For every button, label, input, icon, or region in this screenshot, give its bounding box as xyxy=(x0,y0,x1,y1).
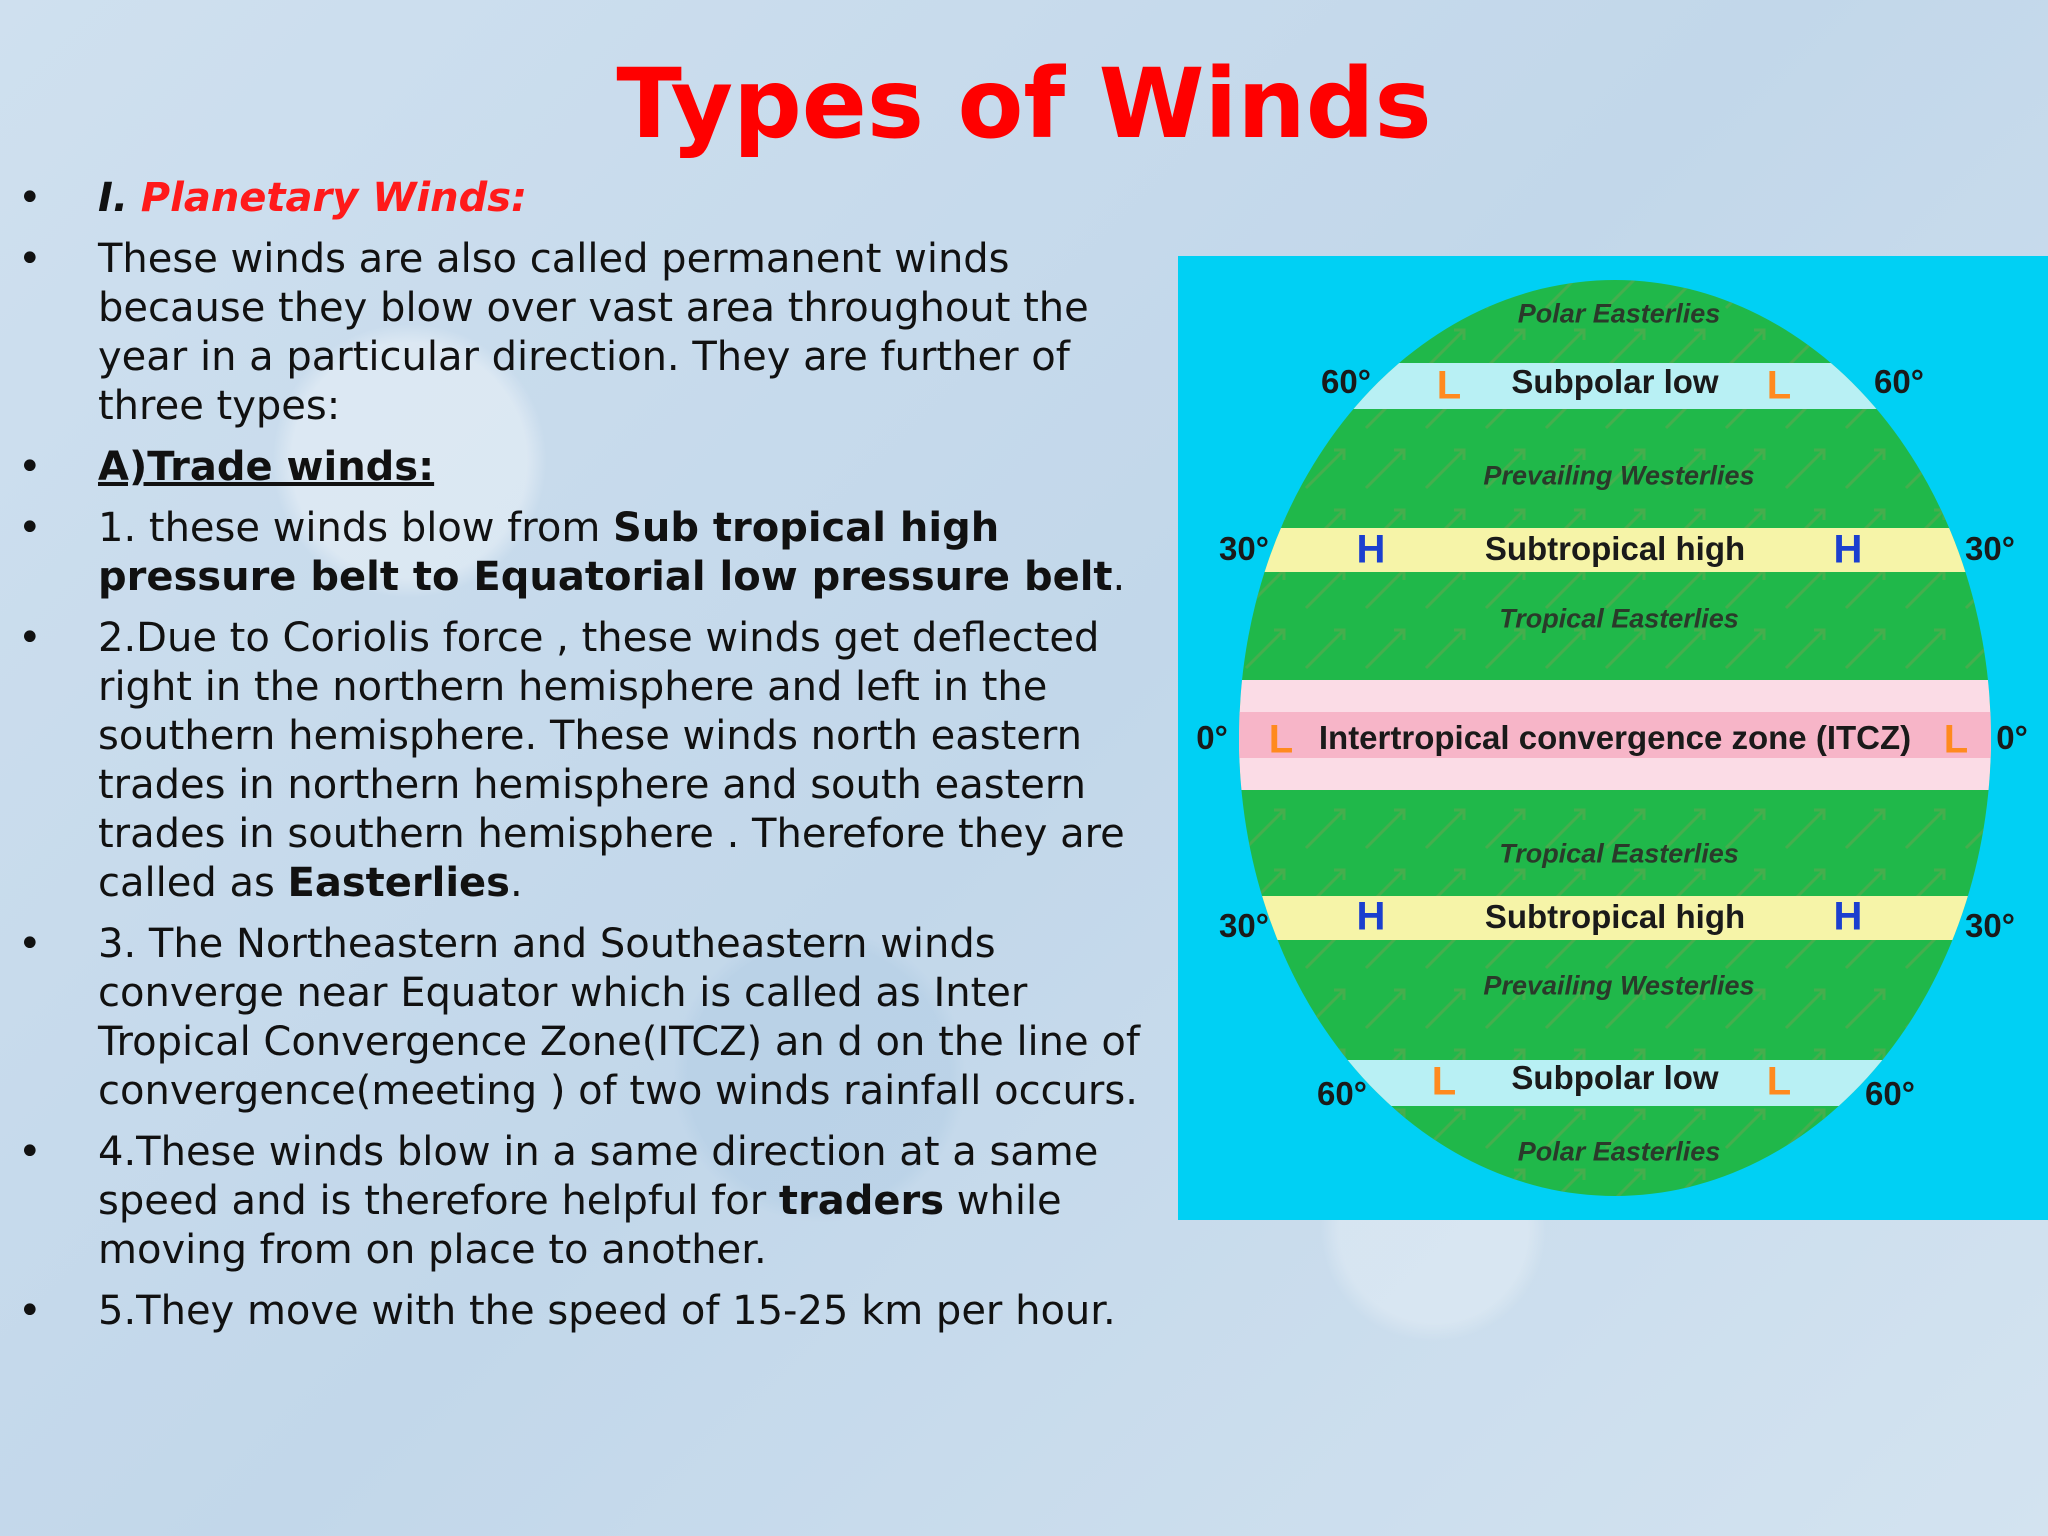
bullet-point-2 xyxy=(18,614,1183,908)
low-mark: L xyxy=(1766,1059,1792,1104)
bullet-text: 3. The Northeastern and Southeastern winds converge near Equator which is called as Inter Tropical Convergence Zone(ITCZ) an d on the line of convergence(meeting ) of two winds rainfall occurs. xyxy=(98,921,1140,1114)
bullet-bold-text: Easterlies xyxy=(287,860,510,906)
degree-30-south-right: 30° xyxy=(1965,907,2015,944)
high-mark: H xyxy=(1356,527,1386,572)
bullet-text: 1. these winds blow from xyxy=(98,505,614,551)
tropical-easterlies-north-label: Tropical Easterlies xyxy=(1499,603,1739,634)
pressure-belts-diagram xyxy=(1178,256,2048,1220)
bullet-text: 5.They move with the speed of 15-25 km per hour. xyxy=(98,1288,1116,1334)
subpolar-low-north-label: Subpolar low xyxy=(1511,363,1719,400)
tropical-easterlies-south-label: Tropical Easterlies xyxy=(1499,838,1739,869)
subtropical-high-north-label: Subtropical high xyxy=(1484,530,1746,567)
low-mark: L xyxy=(1431,1059,1457,1104)
bullet-point-4 xyxy=(18,1128,1183,1275)
planetary-winds-heading: Planetary Winds: xyxy=(140,175,528,221)
bullet-bold-text: traders xyxy=(778,1178,945,1224)
polar-easterlies-north-label: Polar Easterlies xyxy=(1517,298,1721,329)
degree-0-left: 0° xyxy=(1196,719,1228,756)
itcz-label: Intertropical convergence zone (ITCZ) xyxy=(1318,719,1912,756)
bullet-text: 2.Due to Coriolis force , these winds get deflected right in the northern hemisphere and left in the southern hemisphere. These winds north eastern trades in northern hemisphere and south eastern trades in southern hemisphere . Therefore they are called as xyxy=(98,615,1125,906)
polar-easterlies-south-label: Polar Easterlies xyxy=(1517,1136,1721,1167)
subpolar-low-south-label: Subpolar low xyxy=(1511,1059,1719,1096)
degree-30-north-left: 30° xyxy=(1219,530,1269,567)
bullet-point-3 xyxy=(18,920,1183,1116)
high-mark: H xyxy=(1356,894,1386,939)
bullet-planetary-winds xyxy=(18,174,1183,223)
bullet-bold-text: Sub tropical high pressure belt to Equatorial low pressure belt xyxy=(98,505,1113,600)
degree-60-north-left: 60° xyxy=(1321,363,1371,400)
bullet-text: 4.These winds blow in a same direction at a same speed and is therefore helpful for xyxy=(98,1129,1099,1224)
degree-60-north-right: 60° xyxy=(1874,363,1924,400)
degree-60-south-left: 60° xyxy=(1317,1075,1367,1112)
bullet-text: . xyxy=(1112,554,1126,600)
low-mark: L xyxy=(1943,717,1969,762)
high-mark: H xyxy=(1833,894,1863,939)
low-mark: L xyxy=(1436,363,1462,408)
subtropical-high-south-label: Subtropical high xyxy=(1484,898,1746,935)
slide-title: Types of Winds xyxy=(616,48,1432,160)
bullet-point-5 xyxy=(18,1287,1183,1336)
low-mark: L xyxy=(1268,717,1294,762)
bullet-list xyxy=(18,174,1183,1348)
bullet-trade-winds-heading xyxy=(18,443,1183,492)
high-mark: H xyxy=(1833,527,1863,572)
low-mark: L xyxy=(1766,363,1792,408)
trade-winds-heading: A)Trade winds: xyxy=(98,444,435,490)
degree-60-south-right: 60° xyxy=(1865,1075,1915,1112)
bullet-permanent-winds xyxy=(18,235,1183,431)
degree-30-south-left: 30° xyxy=(1219,907,1269,944)
westerlies-south-label: Prevailing Westerlies xyxy=(1483,970,1755,1001)
degree-30-north-right: 30° xyxy=(1965,530,2015,567)
roman-numeral: I. xyxy=(98,175,129,221)
degree-0-right: 0° xyxy=(1996,719,2028,756)
bullet-text: . xyxy=(509,860,523,906)
bullet-text: These winds are also called permanent winds because they blow over vast area throughout the year in a particular direction. They are further of three types: xyxy=(98,236,1089,429)
bullet-point-1 xyxy=(18,504,1183,602)
bullet-text: while moving from on place to another. xyxy=(98,1178,1062,1273)
westerlies-north-label: Prevailing Westerlies xyxy=(1483,460,1755,491)
